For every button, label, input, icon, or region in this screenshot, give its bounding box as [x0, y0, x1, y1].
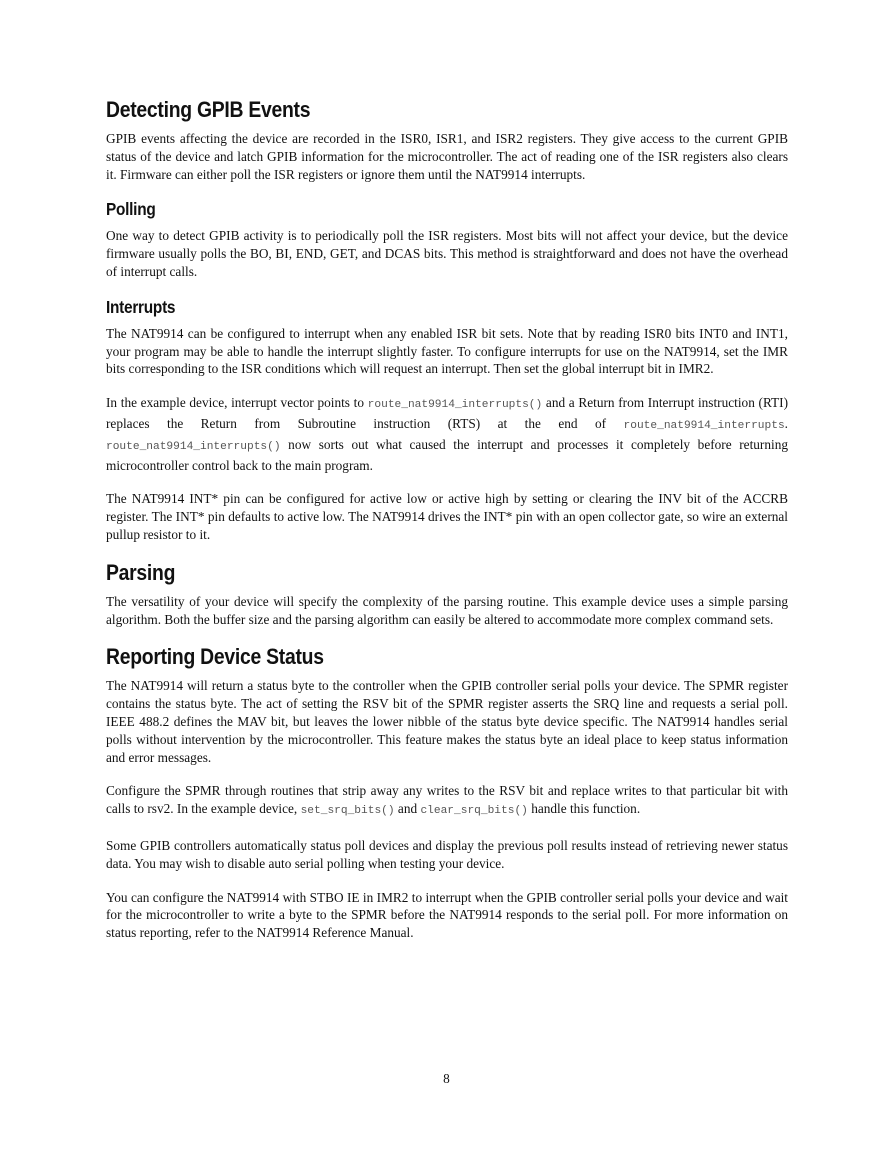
page-number: 8: [443, 1071, 450, 1086]
heading-parsing: Parsing: [106, 559, 176, 585]
heading-interrupts: Interrupts: [106, 296, 176, 317]
code-route-nat9914-interrupts: route_nat9914_interrupts: [623, 419, 785, 432]
paragraph-reporting-1: The NAT9914 will return a status byte to the controller when the GPIB controller serial polls your device. The SPMR register contains the status byte. The act of setting the RSV bit of the SPMR register asserts the SRQ line and requests a serial poll. IEEE 488.2 defines the MAV bit, but leaves the lower nibble of the status byte device specific. The NAT9914 handles serial polls without intervention by the microcontroller. This feature makes the status byte an ideal place to keep status information and error messages.: [106, 678, 788, 765]
code-clear-srq-bits: clear_srq_bits(): [420, 805, 528, 818]
text-span: In the example device, interrupt vector points to: [106, 395, 368, 411]
heading-detecting-gpib-events: Detecting GPIB Events: [106, 97, 311, 122]
text-span: .: [784, 415, 788, 431]
paragraph-parsing-1: The versatility of your device will specify the complexity of the parsing routine. This example device uses a simple parsing algorithm. Both the buffer size and the parsing algorithm can easily be altered to accommodate more complex command sets.: [106, 593, 788, 627]
paragraph-reporting-3: Some GPIB controllers automatically status poll devices and display the previous poll results instead of retrieving newer status data. You may wish to disable auto serial polling when testing your device.: [106, 837, 788, 871]
document-page: [106, 96, 788, 942]
paragraph-interrupts-3: The NAT9914 INT* pin can be configured for active low or active high by setting or clearing the INV bit of the ACCRB register. The INT* pin defaults to active low. The NAT9914 drives the INT* pin with an open collector gate, so wire an external pullup resistor to it.: [106, 491, 788, 542]
text-span: now sorts out what caused the interrupt and processes it completely before returning microcontroller control back to the main program.: [106, 436, 788, 473]
code-route-nat9914-interrupts: route_nat9914_interrupts(): [106, 440, 281, 453]
text-span: and a Return from Interrupt instruction (RTI) replaces the Return from Subroutine instruction (RTS) at the end of: [106, 395, 788, 431]
paragraph-interrupts-2: [106, 394, 788, 474]
paragraph-reporting-2: [106, 782, 788, 821]
heading-polling: Polling: [106, 199, 156, 220]
text-span: handle this function.: [527, 801, 641, 817]
paragraph-detecting-1: GPIB events affecting the device are recorded in the ISR0, ISR1, and ISR2 registers. They give access to the current GPIB status of the device and latch GPIB information for the microcontroller. The act of reading one of the ISR registers also clears it. Firmware can either poll the ISR registers or ignore them until the NAT9914 interrupts.: [106, 131, 788, 182]
paragraph-polling-1: One way to detect GPIB activity is to periodically poll the ISR registers. Most bits will not affect your device, but the device firmware usually polls the BO, BI, END, GET, and DCAS bits. This method is straightforward and does not have the overhead of interrupt calls.: [106, 228, 788, 279]
code-route-nat9914-interrupts: route_nat9914_interrupts(): [367, 399, 543, 412]
paragraph-interrupts-1: The NAT9914 can be configured to interrupt when any enabled ISR bit sets. Note that by reading ISR0 bits INT0 and INT1, your program may be able to handle the interrupt slightly faster. To configure interrupts for use on the NAT9914, set the IMR bits corresponding to the ISR conditions which will request an interrupt. Then set the global interrupt bit in IMR2.: [106, 325, 788, 377]
text-span: Configure the SPMR through routines that strip away any writes to the RSV bit and replace writes to that particular bit with calls to rsv2. In the example device,: [106, 783, 788, 817]
heading-reporting-device-status: Reporting Device Status: [106, 644, 324, 670]
code-set-srq-bits: set_srq_bits(): [300, 805, 395, 818]
text-span: and: [394, 801, 421, 817]
paragraph-reporting-4: You can configure the NAT9914 with STBO IE in IMR2 to interrupt when the GPIB controller serial polls your device and wait for the microcontroller to write a byte to the SPMR before the NAT9914 responds to the serial poll. For more information on status reporting, refer to the NAT9914 Reference Manual.: [106, 889, 788, 941]
